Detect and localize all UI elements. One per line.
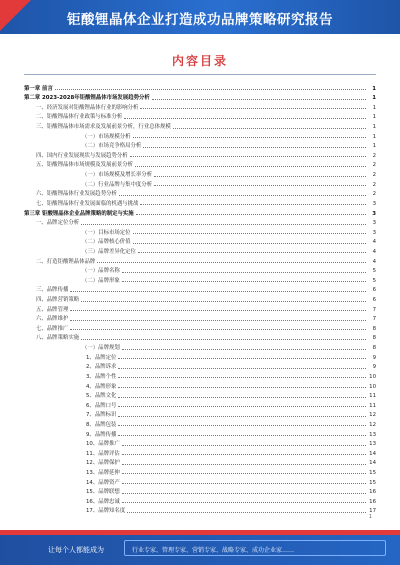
toc-entry-label: （二）品牌形象 — [82, 277, 120, 284]
toc-entry-page: 9 — [372, 364, 376, 371]
toc-leader-dots — [70, 319, 366, 321]
toc-entry-label: 1、品牌定位 — [86, 354, 117, 361]
toc-leader-dots — [140, 107, 366, 109]
toc-entry-page: 1 — [372, 124, 376, 131]
toc-entry-label: （一）品牌名称 — [82, 268, 120, 275]
toc-entry[interactable] — [24, 332, 376, 342]
toc-entry[interactable] — [24, 293, 376, 303]
toc-entry-page: 14 — [369, 460, 376, 467]
toc-leader-dots — [81, 223, 366, 225]
toc-entry-label: 第一章 前言 — [24, 85, 53, 92]
toc-entry-page: 14 — [369, 450, 376, 457]
toc-entry-label: 7、品牌标识 — [86, 412, 117, 419]
toc-entry[interactable] — [24, 418, 376, 428]
toc-entry-page: 6 — [372, 287, 376, 294]
toc-entry[interactable] — [24, 303, 376, 313]
toc-entry-page: 5 — [372, 277, 376, 284]
toc-leader-dots — [122, 453, 366, 455]
toc-entry[interactable] — [24, 390, 376, 400]
toc-entry-page: 3 — [372, 220, 376, 227]
toc-entry-label: 三、品牌传播 — [36, 287, 69, 294]
toc-entry[interactable] — [24, 245, 376, 255]
toc-entry-page: 3 — [372, 200, 376, 207]
toc-entry[interactable] — [24, 409, 376, 419]
toc-entry[interactable] — [24, 322, 376, 332]
toc-leader-dots — [118, 405, 366, 407]
toc-entry[interactable] — [24, 399, 376, 409]
toc-leader-dots — [140, 203, 366, 205]
toc-leader-dots — [97, 261, 366, 263]
toc-leader-dots — [138, 251, 366, 253]
toc-entry[interactable] — [24, 438, 376, 448]
toc-entry-label: 2、品牌诉求 — [86, 364, 117, 371]
toc-leader-dots — [133, 136, 366, 138]
toc-leader-dots — [118, 396, 366, 398]
toc-entry-label: 4、品牌形象 — [86, 383, 117, 390]
toc-entry[interactable] — [24, 505, 376, 515]
toc-divider — [24, 74, 376, 75]
toc-entry[interactable] — [24, 476, 376, 486]
page-number: 1 — [368, 514, 372, 520]
toc-entry[interactable] — [24, 120, 376, 130]
toc-entry-label: 8、品牌包装 — [86, 421, 117, 428]
toc-leader-dots — [122, 463, 366, 465]
report-header — [0, 0, 400, 34]
toc-entry-page: 10 — [369, 373, 376, 380]
toc-entry-label: 第三章 钜酸锂晶体企业品牌策略的制定与实施 — [24, 210, 134, 217]
toc-entry-label: （一）市场规模及增长率分析 — [82, 172, 153, 179]
toc-entry-page: 2 — [372, 152, 376, 159]
toc-entry[interactable] — [24, 178, 376, 188]
toc-entry-label: 15、品牌联想 — [86, 489, 120, 496]
toc-leader-dots — [122, 444, 366, 446]
toc-entry[interactable] — [24, 486, 376, 496]
toc-entry-label: 第二章 2023-2028年钜酸锂晶体市场发展趋势分析 — [24, 95, 150, 102]
toc-entry-page: 2 — [372, 162, 376, 169]
toc-entry-label: （三）品牌差异化定位 — [82, 248, 136, 255]
toc-entry[interactable] — [24, 197, 376, 207]
toc-leader-dots — [135, 165, 366, 167]
toc-entry-label: 一、品牌定位分析 — [36, 220, 80, 227]
toc-entry[interactable] — [24, 207, 376, 217]
toc-entry-page: 15 — [369, 469, 376, 476]
toc-leader-dots — [124, 117, 366, 119]
toc-leader-dots — [154, 184, 366, 186]
toc-entry[interactable] — [24, 159, 376, 169]
toc-entry-page: 7 — [372, 316, 376, 323]
toc-entry-page: 17 — [369, 508, 376, 515]
toc-leader-dots — [136, 213, 366, 215]
toc-entry-label: 9、品牌传播 — [86, 431, 117, 438]
toc-heading: 内容目录 — [171, 54, 228, 68]
toc-leader-dots — [70, 328, 366, 330]
toc-entry[interactable] — [24, 428, 376, 438]
toc-leader-dots — [133, 232, 366, 234]
toc-entry-page: 4 — [372, 248, 376, 255]
toc-leader-dots — [122, 482, 366, 484]
toc-leader-dots — [118, 415, 366, 417]
toc-entry-page: 3 — [372, 229, 376, 236]
toc-entry[interactable] — [24, 380, 376, 390]
toc-entry[interactable] — [24, 217, 376, 227]
toc-entry-label: （一）品牌规划 — [82, 345, 120, 352]
toc-entry-page: 7 — [372, 306, 376, 313]
toc-entry-page: 3 — [372, 210, 376, 217]
toc-leader-dots — [118, 424, 366, 426]
toc-entry[interactable] — [24, 447, 376, 457]
report-title: 钜酸锂晶体企业打造成功品牌策略研究报告 — [67, 12, 333, 28]
toc-leader-dots — [118, 367, 366, 369]
toc-entry-label: 13、品牌延伸 — [86, 469, 120, 476]
toc-entry[interactable] — [24, 226, 376, 236]
toc-entry[interactable] — [24, 149, 376, 159]
toc-entry[interactable] — [24, 457, 376, 467]
toc-entry[interactable] — [24, 313, 376, 323]
toc-entry-page: 1 — [372, 104, 376, 111]
toc-entry-label: 五、钜酸锂晶体市场规模及发展前景分析 — [36, 162, 134, 169]
table-of-contents — [24, 82, 376, 514]
toc-entry-label: 5、品牌文化 — [86, 393, 117, 400]
toc-leader-dots — [122, 501, 366, 503]
toc-leader-dots — [119, 194, 366, 196]
toc-entry[interactable] — [24, 495, 376, 505]
toc-entry-page: 8 — [372, 325, 376, 332]
toc-leader-dots — [154, 175, 366, 177]
toc-leader-dots — [122, 348, 366, 350]
toc-leader-dots — [122, 280, 366, 282]
toc-leader-dots — [55, 88, 366, 90]
toc-entry-label: 二、钜酸锂晶体行业政策与标准分析 — [36, 114, 123, 121]
toc-entry-page: 1 — [372, 85, 376, 92]
footer-text: 让每个人都能成为 — [48, 546, 104, 554]
toc-entry-page: 13 — [369, 431, 376, 438]
toc-entry-label: 四、品牌营销策略 — [36, 297, 80, 304]
toc-entry-page: 1 — [372, 133, 376, 140]
toc-entry-label: 七、品牌推广 — [36, 325, 69, 332]
toc-leader-dots — [133, 242, 366, 244]
toc-entry-label: 四、国内行业发展现状与发展趋势分析 — [36, 152, 128, 159]
toc-leader-dots — [81, 300, 366, 302]
toc-entry-page: 5 — [372, 268, 376, 275]
toc-leader-dots — [70, 290, 366, 292]
toc-entry-label: 12、品牌保护 — [86, 460, 120, 467]
toc-entry-page: 9 — [372, 354, 376, 361]
toc-entry-label: 10、品牌推广 — [86, 441, 120, 448]
toc-entry-label: 一、经济发展对钜酸锂晶体行业的影响分析 — [36, 104, 139, 111]
toc-entry[interactable] — [24, 92, 376, 102]
toc-leader-dots — [118, 386, 366, 388]
toc-entry-label: 14、品牌资产 — [86, 479, 120, 486]
toc-entry-label: 八、品牌策略实施 — [36, 335, 80, 342]
toc-entry-label: 七、钜酸锂晶体行业发展面临的机遇与挑战 — [36, 200, 139, 207]
toc-entry[interactable] — [24, 265, 376, 275]
toc-entry-page: 11 — [369, 393, 376, 400]
toc-leader-dots — [143, 146, 366, 148]
toc-leader-dots — [118, 376, 366, 378]
toc-entry[interactable] — [24, 111, 376, 121]
toc-entry-label: 六、钜酸锂晶体行业发展趋势分析 — [36, 191, 117, 198]
toc-leader-dots — [173, 127, 366, 129]
toc-entry-label: 五、品牌管理 — [36, 306, 69, 313]
toc-entry-label: 二、打造钜酸锂晶体品牌 — [36, 258, 96, 265]
toc-leader-dots — [81, 338, 366, 340]
toc-entry-label: 三、钜酸锂晶体市场需求及发展前景分析，行业总体规模 — [36, 124, 171, 131]
toc-entry-label: （二）行业品牌与集中度分析 — [82, 181, 153, 188]
toc-entry-page: 1 — [372, 95, 376, 102]
toc-entry[interactable] — [24, 284, 376, 294]
toc-entry[interactable] — [24, 361, 376, 371]
footer-slogan: 行业专家、管理专家、营销专家、战略专家、成功企业家…… — [132, 547, 295, 554]
toc-entry[interactable] — [24, 341, 376, 351]
toc-entry[interactable] — [24, 255, 376, 265]
toc-entry-page: 4 — [372, 239, 376, 246]
toc-entry[interactable] — [24, 466, 376, 476]
toc-entry-page: 1 — [372, 143, 376, 150]
toc-entry-page: 6 — [372, 297, 376, 304]
toc-entry[interactable] — [24, 82, 376, 92]
toc-entry[interactable] — [24, 370, 376, 380]
toc-entry[interactable] — [24, 351, 376, 361]
toc-leader-dots — [152, 98, 366, 100]
toc-entry-label: （一）目标市场定位 — [82, 229, 131, 236]
toc-entry-label: （二）市场竞争格局分析 — [82, 143, 142, 150]
toc-entry-page: 2 — [372, 181, 376, 188]
toc-entry-label: 16、品牌忠诚 — [86, 498, 120, 505]
toc-entry[interactable] — [24, 168, 376, 178]
toc-entry-page: 8 — [372, 345, 376, 352]
toc-entry-label: 11、品牌评估 — [86, 450, 120, 457]
toc-entry-page: 8 — [372, 335, 376, 342]
toc-entry[interactable] — [24, 130, 376, 140]
toc-entry-page: 12 — [369, 421, 376, 428]
toc-entry-label: 6、品牌口号 — [86, 402, 117, 409]
toc-entry[interactable] — [24, 140, 376, 150]
toc-entry-label: 六、品牌维护 — [36, 316, 69, 323]
toc-leader-dots — [118, 357, 366, 359]
toc-entry-page: 12 — [369, 412, 376, 419]
toc-leader-dots — [122, 492, 366, 494]
toc-leader-dots — [130, 155, 366, 157]
toc-leader-dots — [70, 309, 366, 311]
toc-leader-dots — [118, 434, 366, 436]
toc-entry-page: 13 — [369, 441, 376, 448]
toc-entry-page: 1 — [372, 114, 376, 121]
toc-entry[interactable] — [24, 188, 376, 198]
toc-entry-page: 11 — [369, 402, 376, 409]
toc-entry[interactable] — [24, 274, 376, 284]
toc-entry-label: 3、品牌个性 — [86, 373, 117, 380]
toc-entry[interactable] — [24, 101, 376, 111]
toc-entry-label: （一）市场规模分析 — [82, 133, 131, 140]
toc-entry-page: 15 — [369, 479, 376, 486]
toc-entry-page: 2 — [372, 172, 376, 179]
toc-entry-page: 4 — [372, 258, 376, 265]
footer-accent-line — [0, 530, 400, 535]
toc-leader-dots — [127, 511, 366, 513]
toc-leader-dots — [122, 271, 366, 273]
toc-leader-dots — [122, 472, 366, 474]
toc-entry-page: 10 — [369, 383, 376, 390]
toc-entry-page: 2 — [372, 191, 376, 198]
toc-entry[interactable] — [24, 236, 376, 246]
toc-entry-page: 16 — [369, 489, 376, 496]
toc-entry-label: 17、品牌知名度 — [86, 508, 126, 515]
toc-entry-page: 16 — [369, 498, 376, 505]
toc-entry-label: （二）品牌核心价值 — [82, 239, 131, 246]
